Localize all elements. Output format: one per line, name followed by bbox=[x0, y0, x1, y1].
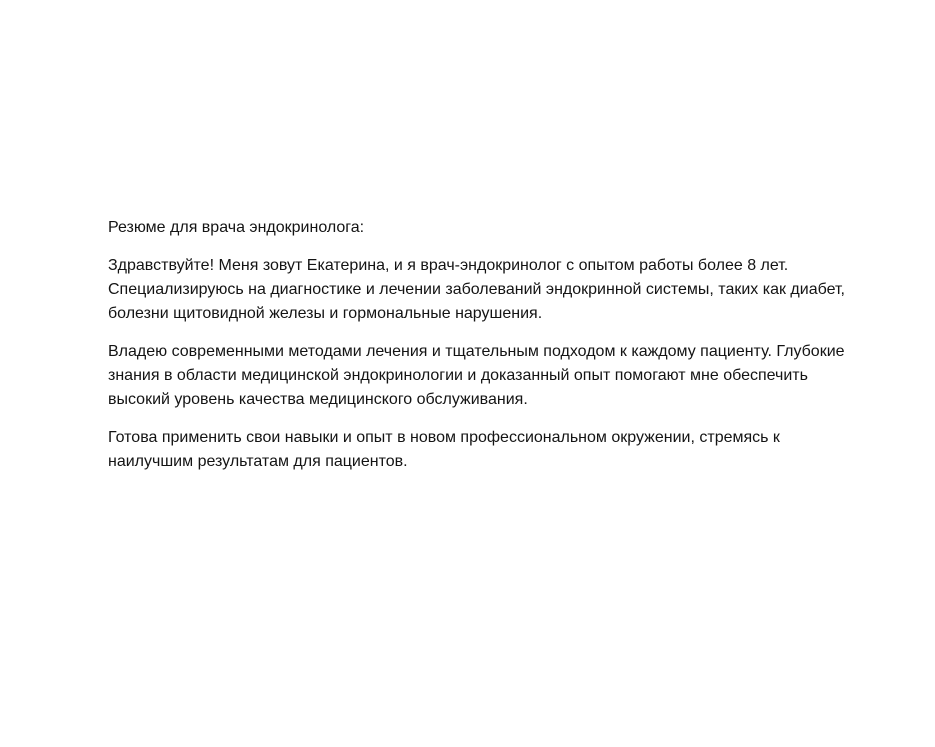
paragraph-closing bbox=[108, 426, 908, 474]
text-line: болезни щитовидной железы и гормональные нарушения. bbox=[108, 305, 543, 322]
text-line: высокий уровень качества медицинского обслуживания. bbox=[108, 391, 528, 408]
text-line: наилучшим результатам для пациентов. bbox=[108, 453, 408, 470]
document-heading: Резюме для врача эндокринолога: bbox=[108, 219, 365, 236]
text-line: Здравствуйте! Меня зовут Екатерина, и я врач-эндокринолог с опытом работы более 8 лет. bbox=[108, 257, 789, 274]
paragraph-skills bbox=[108, 340, 908, 412]
text-line: Специализируюсь на диагностике и лечении заболеваний эндокринной системы, таких как диабет, bbox=[108, 281, 845, 298]
text-line: Владею современными методами лечения и тщательным подходом к каждому пациенту. Глубокие bbox=[108, 343, 845, 360]
paragraph-introduction bbox=[108, 254, 908, 326]
document-body bbox=[108, 216, 908, 488]
text-line: Готова применить свои навыки и опыт в новом профессиональном окружении, стремясь к bbox=[108, 429, 780, 446]
text-line: знания в области медицинской эндокринологии и доказанный опыт помогают мне обеспечить bbox=[108, 367, 808, 384]
